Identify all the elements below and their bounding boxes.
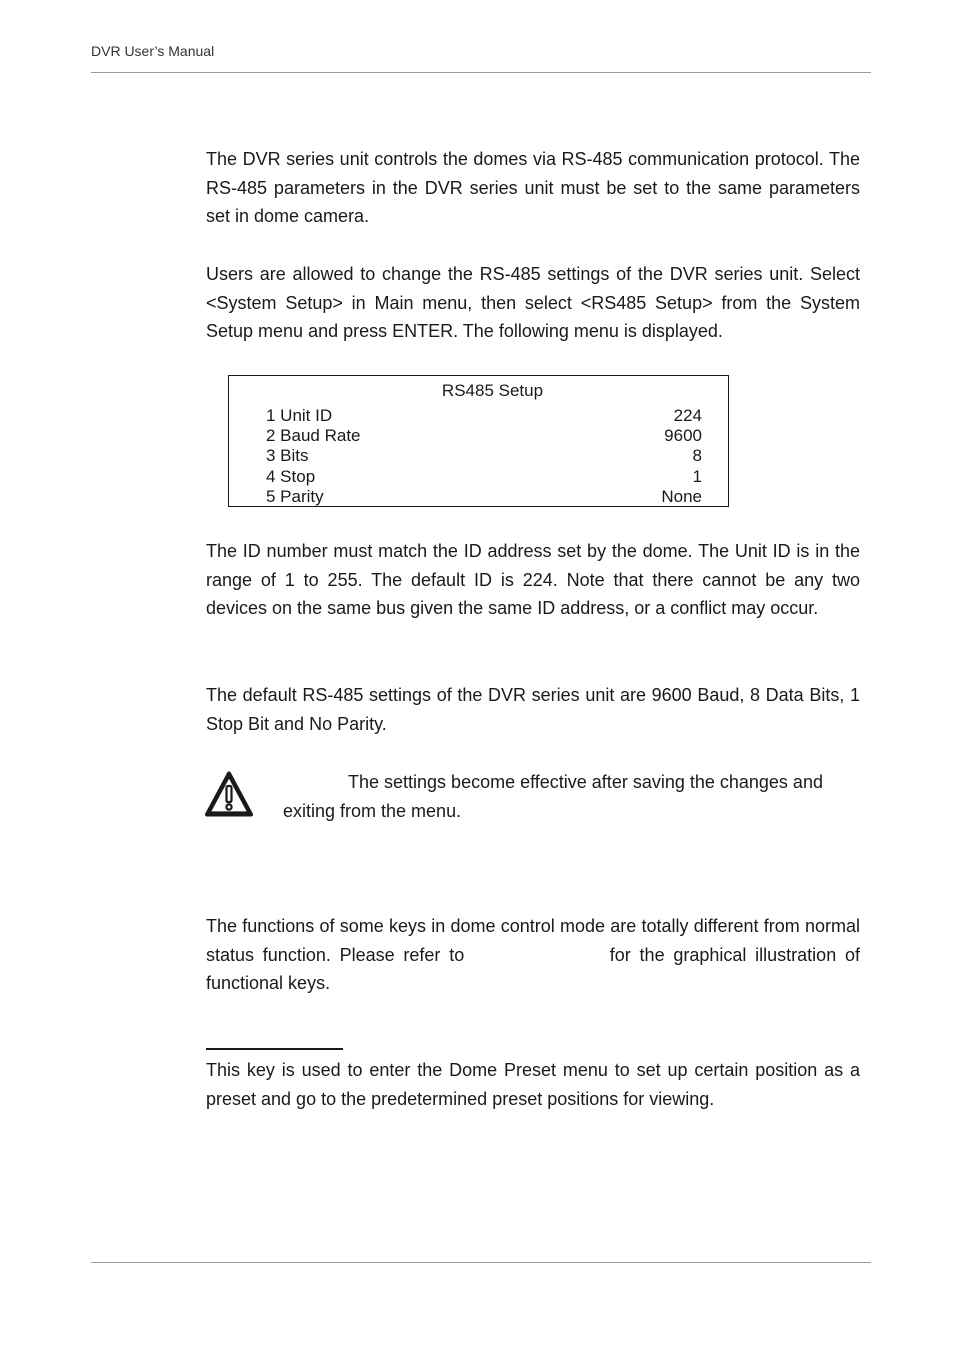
- header-divider: [91, 72, 871, 73]
- menu-row-label: 2 Baud Rate: [266, 426, 361, 445]
- menu-row-stop: [266, 466, 702, 487]
- menu-row-bits: [266, 445, 702, 466]
- menu-row-value: 224: [673, 406, 702, 425]
- menu-row-parity: [266, 486, 702, 507]
- intro-paragraph: The DVR series unit controls the domes via RS-485 communication protocol. The RS-485 parameters in the DVR series unit must be set to the same parameters set in dome camera.: [206, 149, 860, 227]
- menu-title: RS485 Setup: [441, 381, 544, 400]
- note-line-1: The settings become effective after saving the changes and: [348, 772, 823, 792]
- menu-row-value: None: [661, 487, 702, 506]
- footer-divider: [91, 1262, 871, 1263]
- menu-row-label: 1 Unit ID: [266, 406, 333, 425]
- menu-row-label: 3 Bits: [266, 446, 309, 465]
- note-text: [283, 768, 863, 825]
- preset-key-paragraph: This key is used to enter the Dome Preset menu to set up certain position as a preset and go to the predetermined preset positions for viewing.: [206, 1060, 860, 1109]
- page-header-title: DVR User’s Manual: [91, 43, 215, 59]
- menu-row-label: 5 Parity: [266, 487, 324, 506]
- subheading-underline: [206, 1048, 343, 1050]
- rs485-setup-menu: [228, 375, 729, 507]
- dome-keys-text-end: for the graphical illustration of functional keys.: [206, 944, 860, 994]
- menu-row-baud-rate: [266, 425, 702, 446]
- unit-id-paragraph: The ID number must match the ID address set by the dome. The Unit ID is in the range of 1 to 255. The default ID is 224. Note that there cannot be any two devices on the same bus given the same ID address, or a conflict may occur.: [206, 541, 860, 619]
- instructions-paragraph: Users are allowed to change the RS-485 settings of the DVR series unit. Select <System Setup> in Main menu, then select <RS485 Setup> from the System Setup menu and press ENTER. The following menu is displayed.: [206, 264, 860, 342]
- menu-row-unit-id: [266, 405, 702, 426]
- menu-row-value: 1: [692, 467, 702, 486]
- default-settings-paragraph: The default RS-485 settings of the DVR series unit are 9600 Baud, 8 Data Bits, 1 Stop Bit and No Parity.: [206, 685, 860, 734]
- dome-keys-paragraph: [206, 912, 860, 998]
- menu-row-value: 9600: [664, 426, 702, 445]
- dome-keys-text-start: The functions of some keys in dome control mode are totally different from normal status function. Please refer to: [206, 916, 860, 965]
- menu-row-label: 4 Stop: [266, 467, 316, 486]
- warning-triangle-icon: [205, 771, 253, 817]
- note-line-2: exiting from the menu.: [283, 800, 462, 821]
- menu-row-value: 8: [692, 446, 702, 465]
